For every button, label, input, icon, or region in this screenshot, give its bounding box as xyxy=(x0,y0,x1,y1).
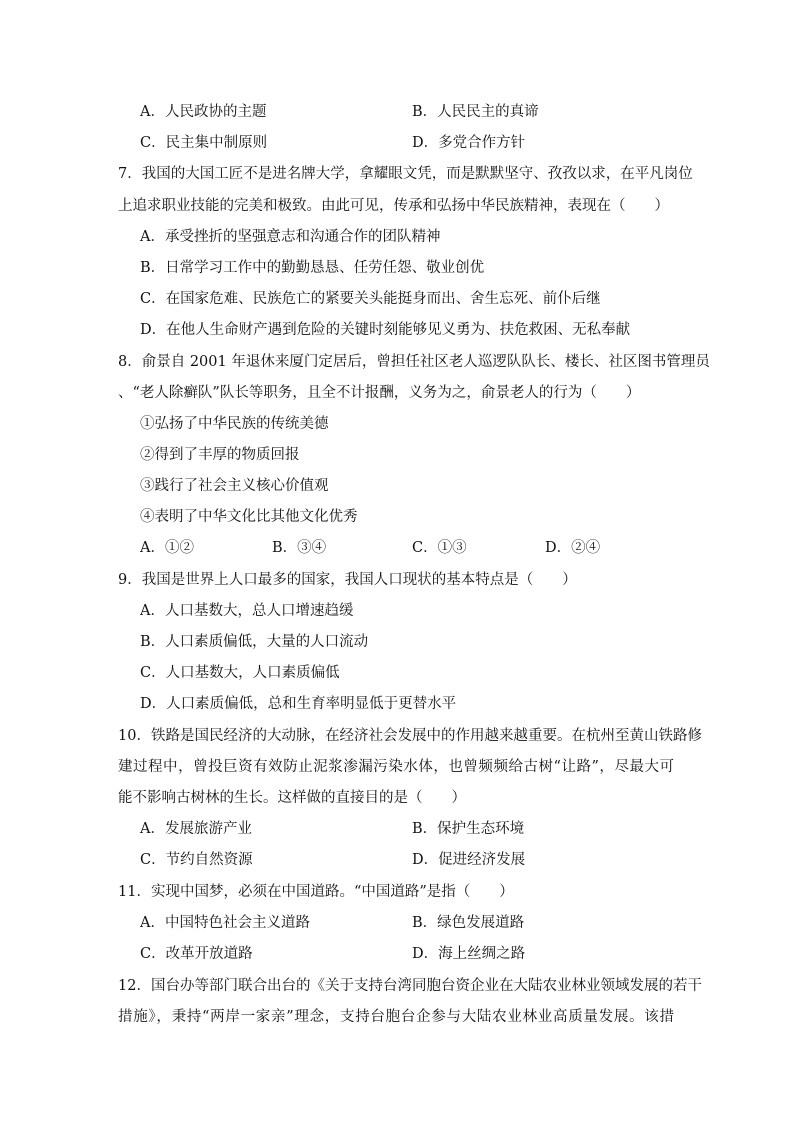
q6-option-b[interactable]: B．人民民主的真谛 xyxy=(412,104,539,120)
q11-option-a[interactable]: A．中国特色社会主义道路 xyxy=(140,915,310,931)
q7-option-c[interactable]: C．在国家危难、民族危亡的紧要关头能挺身而出、舍生忘死、前仆后继 xyxy=(140,291,601,307)
q10-stem-line-2: 建过程中，曾投巨资有效防止泥浆渗漏污染水体，也曾频频给古树“让路”，尽最大可 xyxy=(118,759,674,775)
q10-option-a[interactable]: A．发展旅游产业 xyxy=(140,821,252,837)
q11-option-b[interactable]: B．绿色发展道路 xyxy=(412,915,525,931)
q7-stem-line-1: 7．我国的大国工匠不是进名牌大学，拿耀眼文凭，而是默默坚守、孜孜以求，在平凡岗位 xyxy=(118,166,693,182)
q6-option-c[interactable]: C．民主集中制原则 xyxy=(140,135,268,151)
q8-stem-line-2: 、“老人除癣队”队长等职务，且全不计报酬，义务为之，俞景老人的行为（ ） xyxy=(118,385,641,401)
q8-option-c[interactable]: C．①③ xyxy=(412,540,467,556)
q11-stem: 11．实现中国梦，必须在中国道路。“中国道路”是指（ ） xyxy=(118,884,514,900)
q7-option-b[interactable]: B．日常学习工作中的勤勤恳恳、任劳任怨、敬业创优 xyxy=(140,260,485,276)
q10-option-c[interactable]: C．节约自然资源 xyxy=(140,852,253,868)
q11-option-c[interactable]: C．改革开放道路 xyxy=(140,946,253,962)
q7-option-a[interactable]: A．承受挫折的坚强意志和沟通合作的团队精神 xyxy=(140,229,441,245)
q12-stem-line-2: 措施》，秉持“两岸一家亲”理念，支持台胞台企参与大陆农业林业高质量发展。该措 xyxy=(118,1009,674,1025)
q8-stem-line-1: 8．俞景自 2001 年退休来厦门定居后，曾担任社区老人巡逻队队长、楼长、社区图书管理员 xyxy=(118,354,710,370)
q9-stem: 9．我国是世界上人口最多的国家，我国人口现状的基本特点是（ ） xyxy=(118,572,577,588)
q9-option-a[interactable]: A．人口基数大，总人口增速趋缓 xyxy=(140,603,354,619)
q10-stem-line-3: 能不影响古树林的生长。这样做的直接目的是（ ） xyxy=(118,790,466,806)
q8-option-b[interactable]: B．③④ xyxy=(272,540,327,556)
q7-stem-line-2: 上追求职业技能的完美和极致。由此可见，传承和弘扬中华民族精神，表现在（ ） xyxy=(118,198,669,214)
q8-statement-3: ③践行了社会主义核心价值观 xyxy=(140,478,329,494)
q8-statement-4: ④表明了中华文化比其他文化优秀 xyxy=(140,509,358,525)
q9-option-d[interactable]: D．人口素质偏低，总和生育率明显低于更替水平 xyxy=(140,696,457,712)
q6-option-a[interactable]: A．人民政协的主题 xyxy=(140,104,267,120)
q11-option-d[interactable]: D．海上丝绸之路 xyxy=(412,946,526,962)
q10-option-d[interactable]: D．促进经济发展 xyxy=(412,852,526,868)
q12-stem-line-1: 12．国台办等部门联合出台的《关于支持台湾同胞台资企业在大陆农业林业领域发展的若干 xyxy=(118,978,702,994)
q9-option-b[interactable]: B．人口素质偏低，大量的人口流动 xyxy=(140,634,369,650)
q8-statement-1: ①弘扬了中华民族的传统美德 xyxy=(140,416,329,432)
q8-option-d[interactable]: D．②④ xyxy=(545,540,601,556)
q6-option-d[interactable]: D．多党合作方针 xyxy=(412,135,526,151)
q7-option-d[interactable]: D．在他人生命财产遇到危险的关键时刻能够见义勇为、扶危救困、无私奉献 xyxy=(140,322,631,338)
q8-option-a[interactable]: A．①② xyxy=(140,540,194,556)
q8-statement-2: ②得到了丰厚的物质回报 xyxy=(140,447,300,463)
q10-option-b[interactable]: B．保护生态环境 xyxy=(412,821,525,837)
q10-stem-line-1: 10．铁路是国民经济的大动脉，在经济社会发展中的作用越来越重要。在杭州至黄山铁路修 xyxy=(118,728,702,744)
q9-option-c[interactable]: C．人口基数大，人口素质偏低 xyxy=(140,665,340,681)
